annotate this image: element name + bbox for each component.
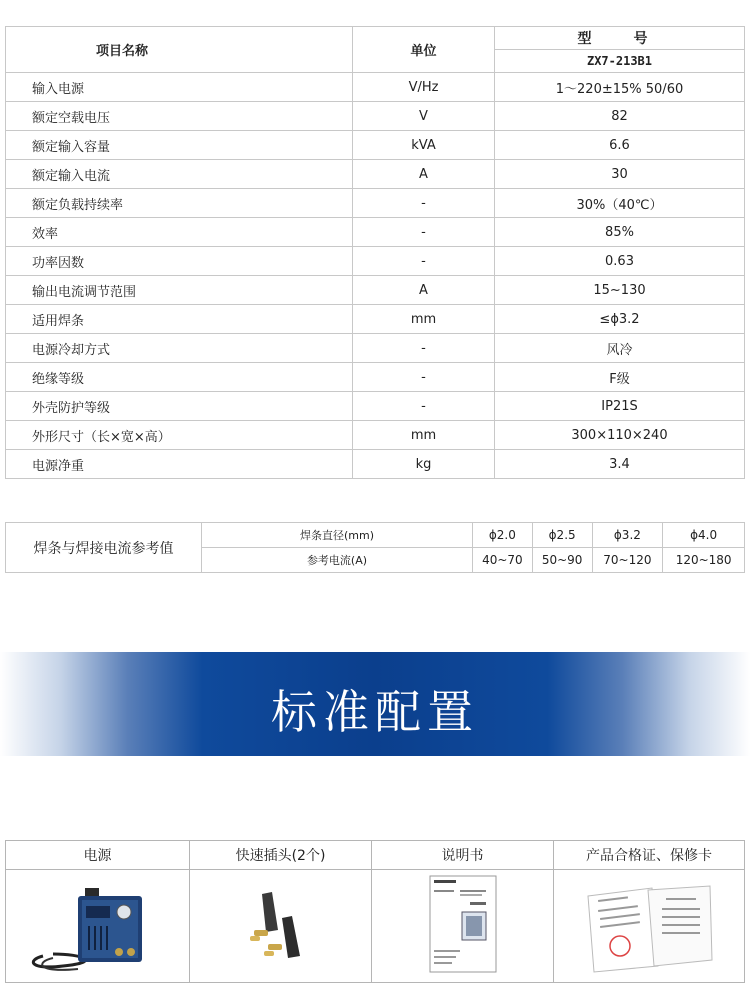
col-unit-header: 单位 [353, 27, 495, 73]
spec-value: 风冷 [495, 334, 745, 363]
spec-unit: - [353, 392, 495, 421]
spec-row [6, 421, 745, 450]
spec-unit: A [353, 160, 495, 189]
spec-item: 外壳防护等级 [6, 392, 353, 421]
spec-item: 效率 [6, 218, 353, 247]
spec-row [6, 334, 745, 363]
spec-unit: - [353, 218, 495, 247]
spec-unit: kg [353, 450, 495, 479]
spec-value: 85% [495, 218, 745, 247]
accessory-label: 产品合格证、保修卡 [554, 841, 745, 870]
spec-value: ≤ϕ3.2 [495, 305, 745, 334]
spec-row [6, 189, 745, 218]
col-model-header: 型 号 [495, 27, 745, 50]
spec-item: 额定输入电流 [6, 160, 353, 189]
spec-row [6, 305, 745, 334]
spec-item: 适用焊条 [6, 305, 353, 334]
model-code: ZX7-213B1 [495, 50, 745, 73]
spec-value: IP21S [495, 392, 745, 421]
spec-value: 3.4 [495, 450, 745, 479]
spec-unit: V [353, 102, 495, 131]
spec-unit: kVA [353, 131, 495, 160]
spec-item: 额定负载持续率 [6, 189, 353, 218]
section-banner [0, 652, 750, 756]
reference-table [5, 522, 745, 573]
spec-item: 外形尺寸（长×宽×高） [6, 421, 353, 450]
current-cell: 120~180 [663, 548, 745, 573]
diameter-cell: ϕ4.0 [663, 523, 745, 548]
spec-row [6, 102, 745, 131]
manual-image [372, 870, 554, 983]
spec-row [6, 276, 745, 305]
accessory-label: 快速插头(2个) [190, 841, 372, 870]
spec-unit: A [353, 276, 495, 305]
diameter-label: 焊条直径(mm) [202, 523, 473, 548]
spec-value: 0.63 [495, 247, 745, 276]
spec-rows [6, 73, 745, 479]
spec-unit: mm [353, 421, 495, 450]
reference-title: 焊条与焊接电流参考值 [6, 523, 202, 573]
spec-item: 电源净重 [6, 450, 353, 479]
spec-row [6, 247, 745, 276]
certificate-icon [574, 874, 724, 974]
spec-unit: - [353, 189, 495, 218]
spec-value: 6.6 [495, 131, 745, 160]
spec-unit: - [353, 334, 495, 363]
diameter-cell: ϕ2.0 [473, 523, 533, 548]
spec-unit: - [353, 247, 495, 276]
welder-icon [23, 874, 173, 974]
current-label: 参考电流(A) [202, 548, 473, 573]
spec-value: 82 [495, 102, 745, 131]
spec-item: 绝缘等级 [6, 363, 353, 392]
spec-item: 功率因数 [6, 247, 353, 276]
spec-row [6, 73, 745, 102]
col-item-header: 项目名称 [6, 27, 353, 73]
spec-row [6, 160, 745, 189]
spec-value: 15~130 [495, 276, 745, 305]
spec-value: 1～220±15% 50/60 [495, 73, 745, 102]
diameter-cell: ϕ3.2 [592, 523, 663, 548]
spec-item: 额定输入容量 [6, 131, 353, 160]
current-cell: 50~90 [532, 548, 592, 573]
spec-row [6, 363, 745, 392]
plug-icon [226, 874, 336, 974]
spec-row [6, 392, 745, 421]
accessory-label: 电源 [6, 841, 190, 870]
spec-item: 电源冷却方式 [6, 334, 353, 363]
spec-unit: V/Hz [353, 73, 495, 102]
spec-row [6, 450, 745, 479]
spec-unit: mm [353, 305, 495, 334]
spec-table [5, 26, 745, 479]
current-cell: 40~70 [473, 548, 533, 573]
spec-row [6, 218, 745, 247]
welder-image [6, 870, 190, 983]
spec-value: 30 [495, 160, 745, 189]
spec-value: 300×110×240 [495, 421, 745, 450]
plug-image [190, 870, 372, 983]
spec-item: 输入电源 [6, 73, 353, 102]
accessory-label: 说明书 [372, 841, 554, 870]
spec-row [6, 131, 745, 160]
banner-title: 标准配置 [271, 685, 479, 739]
manual-icon [418, 872, 508, 976]
current-cell: 70~120 [592, 548, 663, 573]
diameter-cell: ϕ2.5 [532, 523, 592, 548]
accessories-table [5, 840, 745, 983]
certificate-image [554, 870, 745, 983]
spec-value: 30%（40℃） [495, 189, 745, 218]
spec-item: 输出电流调节范围 [6, 276, 353, 305]
spec-item: 额定空载电压 [6, 102, 353, 131]
spec-unit: - [353, 363, 495, 392]
spec-value: F级 [495, 363, 745, 392]
